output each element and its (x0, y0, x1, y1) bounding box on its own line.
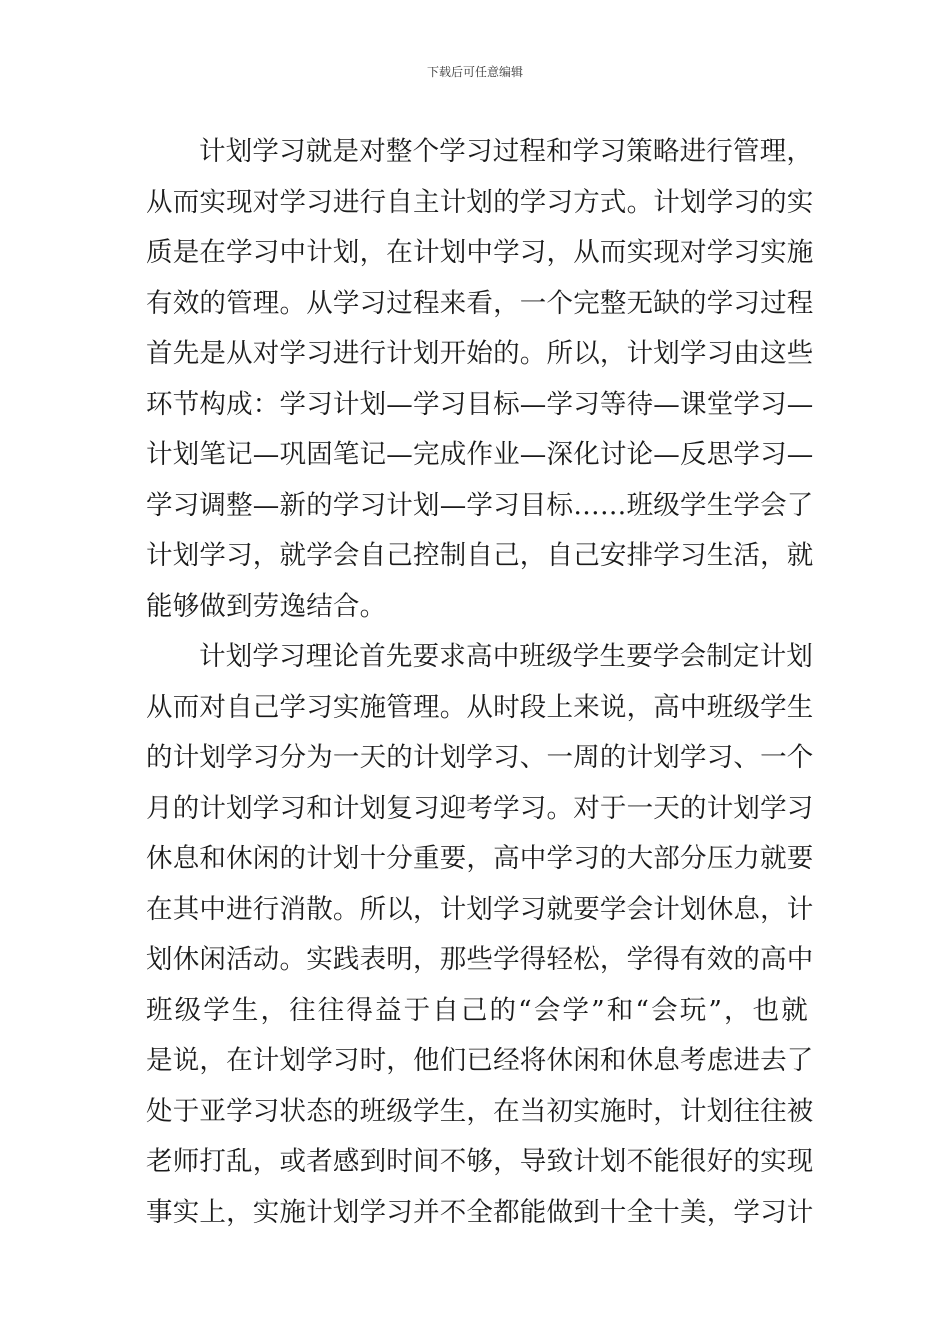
text-line: 学习调整—新的学习计划—学习目标……班级学生学会了 (146, 489, 814, 521)
text-line: 质是在学习中计划，在计划中学习，从而实现对学习实施 (146, 237, 814, 268)
text-line: 在其中进行消散。所以，计划学习就要学会计划休息，计 (146, 893, 814, 925)
text-line: 休息和休闲的计划十分重要，高中学习的大部分压力就要 (146, 843, 814, 874)
text-line: 班级学生，往往得益于自己的“会学”和“会玩”，也就 (146, 994, 808, 1026)
text-line: 首先是从对学习进行计划开始的。所以，计划学习由这些 (146, 338, 814, 369)
paragraph-2 (146, 632, 814, 1238)
text-line: 计划学习，就学会自己控制自己，自己安排学习生活，就 (146, 540, 814, 571)
text-line: 计划笔记—巩固笔记—完成作业—深化讨论—反思学习— (146, 439, 814, 470)
text-line: 老师打乱，或者感到时间不够，导致计划不能很好的实现 (146, 1146, 814, 1177)
text-line: 计划学习就是对整个学习过程和学习策略进行管理， (199, 136, 814, 167)
text-line: 从而实现对学习进行自主计划的学习方式。计划学习的实 (146, 186, 814, 218)
text-line: 计划学习理论首先要求高中班级学生要学会制定计划 (199, 641, 814, 672)
paragraph-1 (146, 127, 814, 632)
document-body (146, 127, 814, 1238)
text-line: 是说，在计划学习时，他们已经将休闲和休息考虑进去了 (146, 1045, 814, 1076)
text-line: 从而对自己学习实施管理。从时段上来说，高中班级学生 (146, 691, 814, 723)
page-header: 下载后可任意编辑 (426, 65, 523, 79)
text-line: 处于亚学习状态的班级学生，在当初实施时，计划往往被 (146, 1095, 814, 1127)
text-line: 事实上，实施计划学习并不全都能做到十全十美，学习计 (146, 1196, 814, 1228)
text-line: 能够做到劳逸结合。 (146, 590, 387, 622)
text-line: 有效的管理。从学习过程来看，一个完整无缺的学习过程 (146, 287, 814, 319)
text-line: 划休闲活动。实践表明，那些学得轻松，学得有效的高中 (146, 944, 814, 975)
text-line: 月的计划学习和计划复习迎考学习。对于一天的计划学习 (146, 792, 814, 824)
text-line: 环节构成：学习计划—学习目标—学习等待—课堂学习— (146, 388, 814, 420)
text-line: 的计划学习分为一天的计划学习、一周的计划学习、一个 (146, 742, 814, 773)
